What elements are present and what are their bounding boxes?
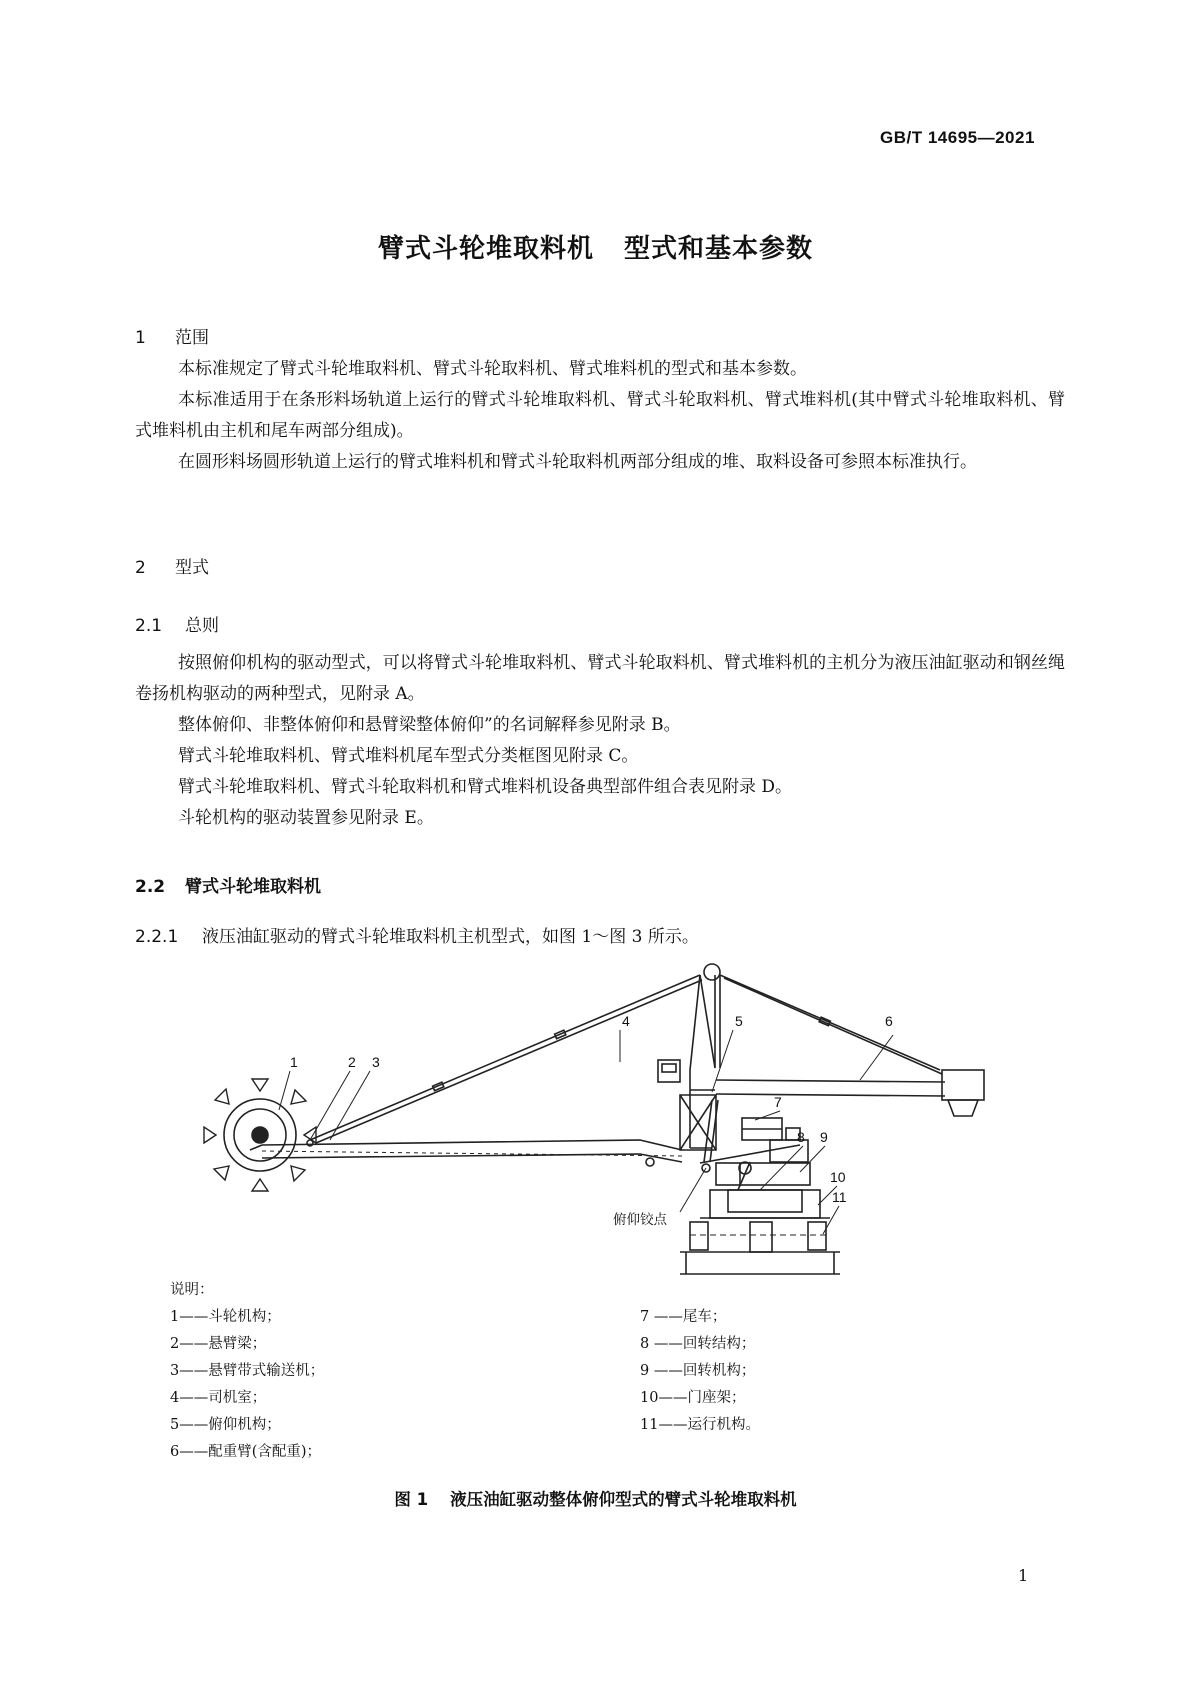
operator-cab bbox=[658, 1060, 680, 1082]
bucket-wheel bbox=[204, 1079, 316, 1191]
caption-text: 液压油缸驱动整体俯仰型式的臂式斗轮堆取料机 bbox=[450, 1490, 797, 1509]
counterweight-arm bbox=[716, 975, 984, 1116]
callout-3: 3 bbox=[372, 1054, 380, 1070]
legend-item: 11——运行机构。 bbox=[640, 1417, 760, 1433]
callout-1: 1 bbox=[290, 1054, 298, 1070]
section-2-2-1-number: 2.2.1 bbox=[135, 927, 179, 947]
callout-9: 9 bbox=[820, 1129, 828, 1145]
callout-5: 5 bbox=[735, 1013, 743, 1029]
section-2-2-heading: 2.2 臂式斗轮堆取料机 bbox=[135, 877, 321, 897]
paragraph: 臂式斗轮堆取料机、臂式堆料机尾车型式分类框图见附录 C。 bbox=[178, 746, 639, 766]
callout-7: 7 bbox=[774, 1094, 782, 1110]
legend-item: 10——门座架； bbox=[640, 1390, 746, 1406]
callout-2: 2 bbox=[348, 1054, 356, 1070]
legend-item: 1——斗轮机构； bbox=[170, 1309, 281, 1325]
boom-beam bbox=[250, 1140, 682, 1166]
callout-4: 4 bbox=[622, 1013, 630, 1029]
section-2-1-heading: 2.1 总则 bbox=[135, 616, 219, 636]
paragraph: 本标准规定了臂式斗轮堆取料机、臂式斗轮取料机、臂式堆料机的型式和基本参数。 bbox=[178, 359, 807, 379]
callout-11: 11 bbox=[832, 1189, 847, 1205]
boom-stay bbox=[310, 975, 702, 1143]
paragraph: 斗轮机构的驱动装置参见附录 E。 bbox=[178, 808, 434, 828]
tower bbox=[680, 964, 720, 1150]
paragraph: 在圆形料场圆形轨道上运行的臂式堆料机和臂式斗轮取料机两部分组成的堆、取料设备可参照本标准执行。 bbox=[178, 452, 977, 472]
figure-1-legend-left bbox=[170, 1304, 324, 1466]
slewing-structure bbox=[716, 1140, 810, 1190]
portal-frame bbox=[700, 1190, 830, 1252]
figure-1-caption bbox=[0, 1486, 1191, 1510]
paragraph: 本标准适用于在条形料场轨道上运行的臂式斗轮堆取料机、臂式斗轮取料机、臂式堆料机(其中臂式斗轮堆取料机、臂式堆料机由主机和尾车两部分组成)。 bbox=[135, 390, 1065, 441]
legend-item: 8 ——回转结构； bbox=[640, 1336, 756, 1352]
legend-item: 4——司机室； bbox=[170, 1390, 267, 1406]
paragraph: 臂式斗轮堆取料机、臂式斗轮取料机和臂式堆料机设备典型部件组合表见附录 D。 bbox=[178, 777, 793, 797]
legend-item: 9 ——回转机构； bbox=[640, 1363, 756, 1379]
legend-item: 5——俯仰机构； bbox=[170, 1417, 281, 1433]
section-2-heading: 2 型式 bbox=[135, 558, 209, 578]
page-number: 1 bbox=[1018, 1566, 1029, 1585]
callout-8: 8 bbox=[797, 1129, 805, 1145]
title-part1: 臂式斗轮堆取料机 bbox=[377, 234, 594, 264]
travel-mechanism bbox=[680, 1222, 840, 1274]
figure-1-legend-right bbox=[640, 1304, 760, 1439]
callout-6: 6 bbox=[885, 1013, 893, 1029]
section-1-heading: 1 范围 bbox=[135, 328, 209, 348]
legend-item: 3——悬臂带式输送机； bbox=[170, 1363, 325, 1379]
caption-number: 图 1 bbox=[394, 1490, 429, 1509]
legend-item: 7 ——尾车； bbox=[640, 1309, 727, 1325]
paragraph: 按照俯仰机构的驱动型式，可以将臂式斗轮堆取料机、臂式斗轮取料机、臂式堆料机的主机分为液压油缸驱动和钢丝绳卷扬机构驱动的两种型式，见附录 A。 bbox=[135, 653, 1065, 704]
paragraph: 整体俯仰、非整体俯仰和悬臂梁整体俯仰”的名词解释参见附录 B。 bbox=[178, 715, 681, 735]
section-2-2-1-text: 液压油缸驱动的臂式斗轮堆取料机主机型式，如图 1～图 3 所示。 bbox=[202, 927, 699, 947]
standard-code: GB/T 14695—2021 bbox=[880, 128, 1035, 147]
figure-1-legend-title: 说明： bbox=[170, 1282, 214, 1298]
pivot-point-label: 俯仰铰点 bbox=[613, 1212, 667, 1227]
legend-item: 6——配重臂(含配重)； bbox=[170, 1444, 322, 1460]
title-part2: 型式和基本参数 bbox=[624, 234, 814, 264]
legend-item: 2——悬臂梁； bbox=[170, 1336, 267, 1352]
callout-10: 10 bbox=[830, 1169, 846, 1185]
